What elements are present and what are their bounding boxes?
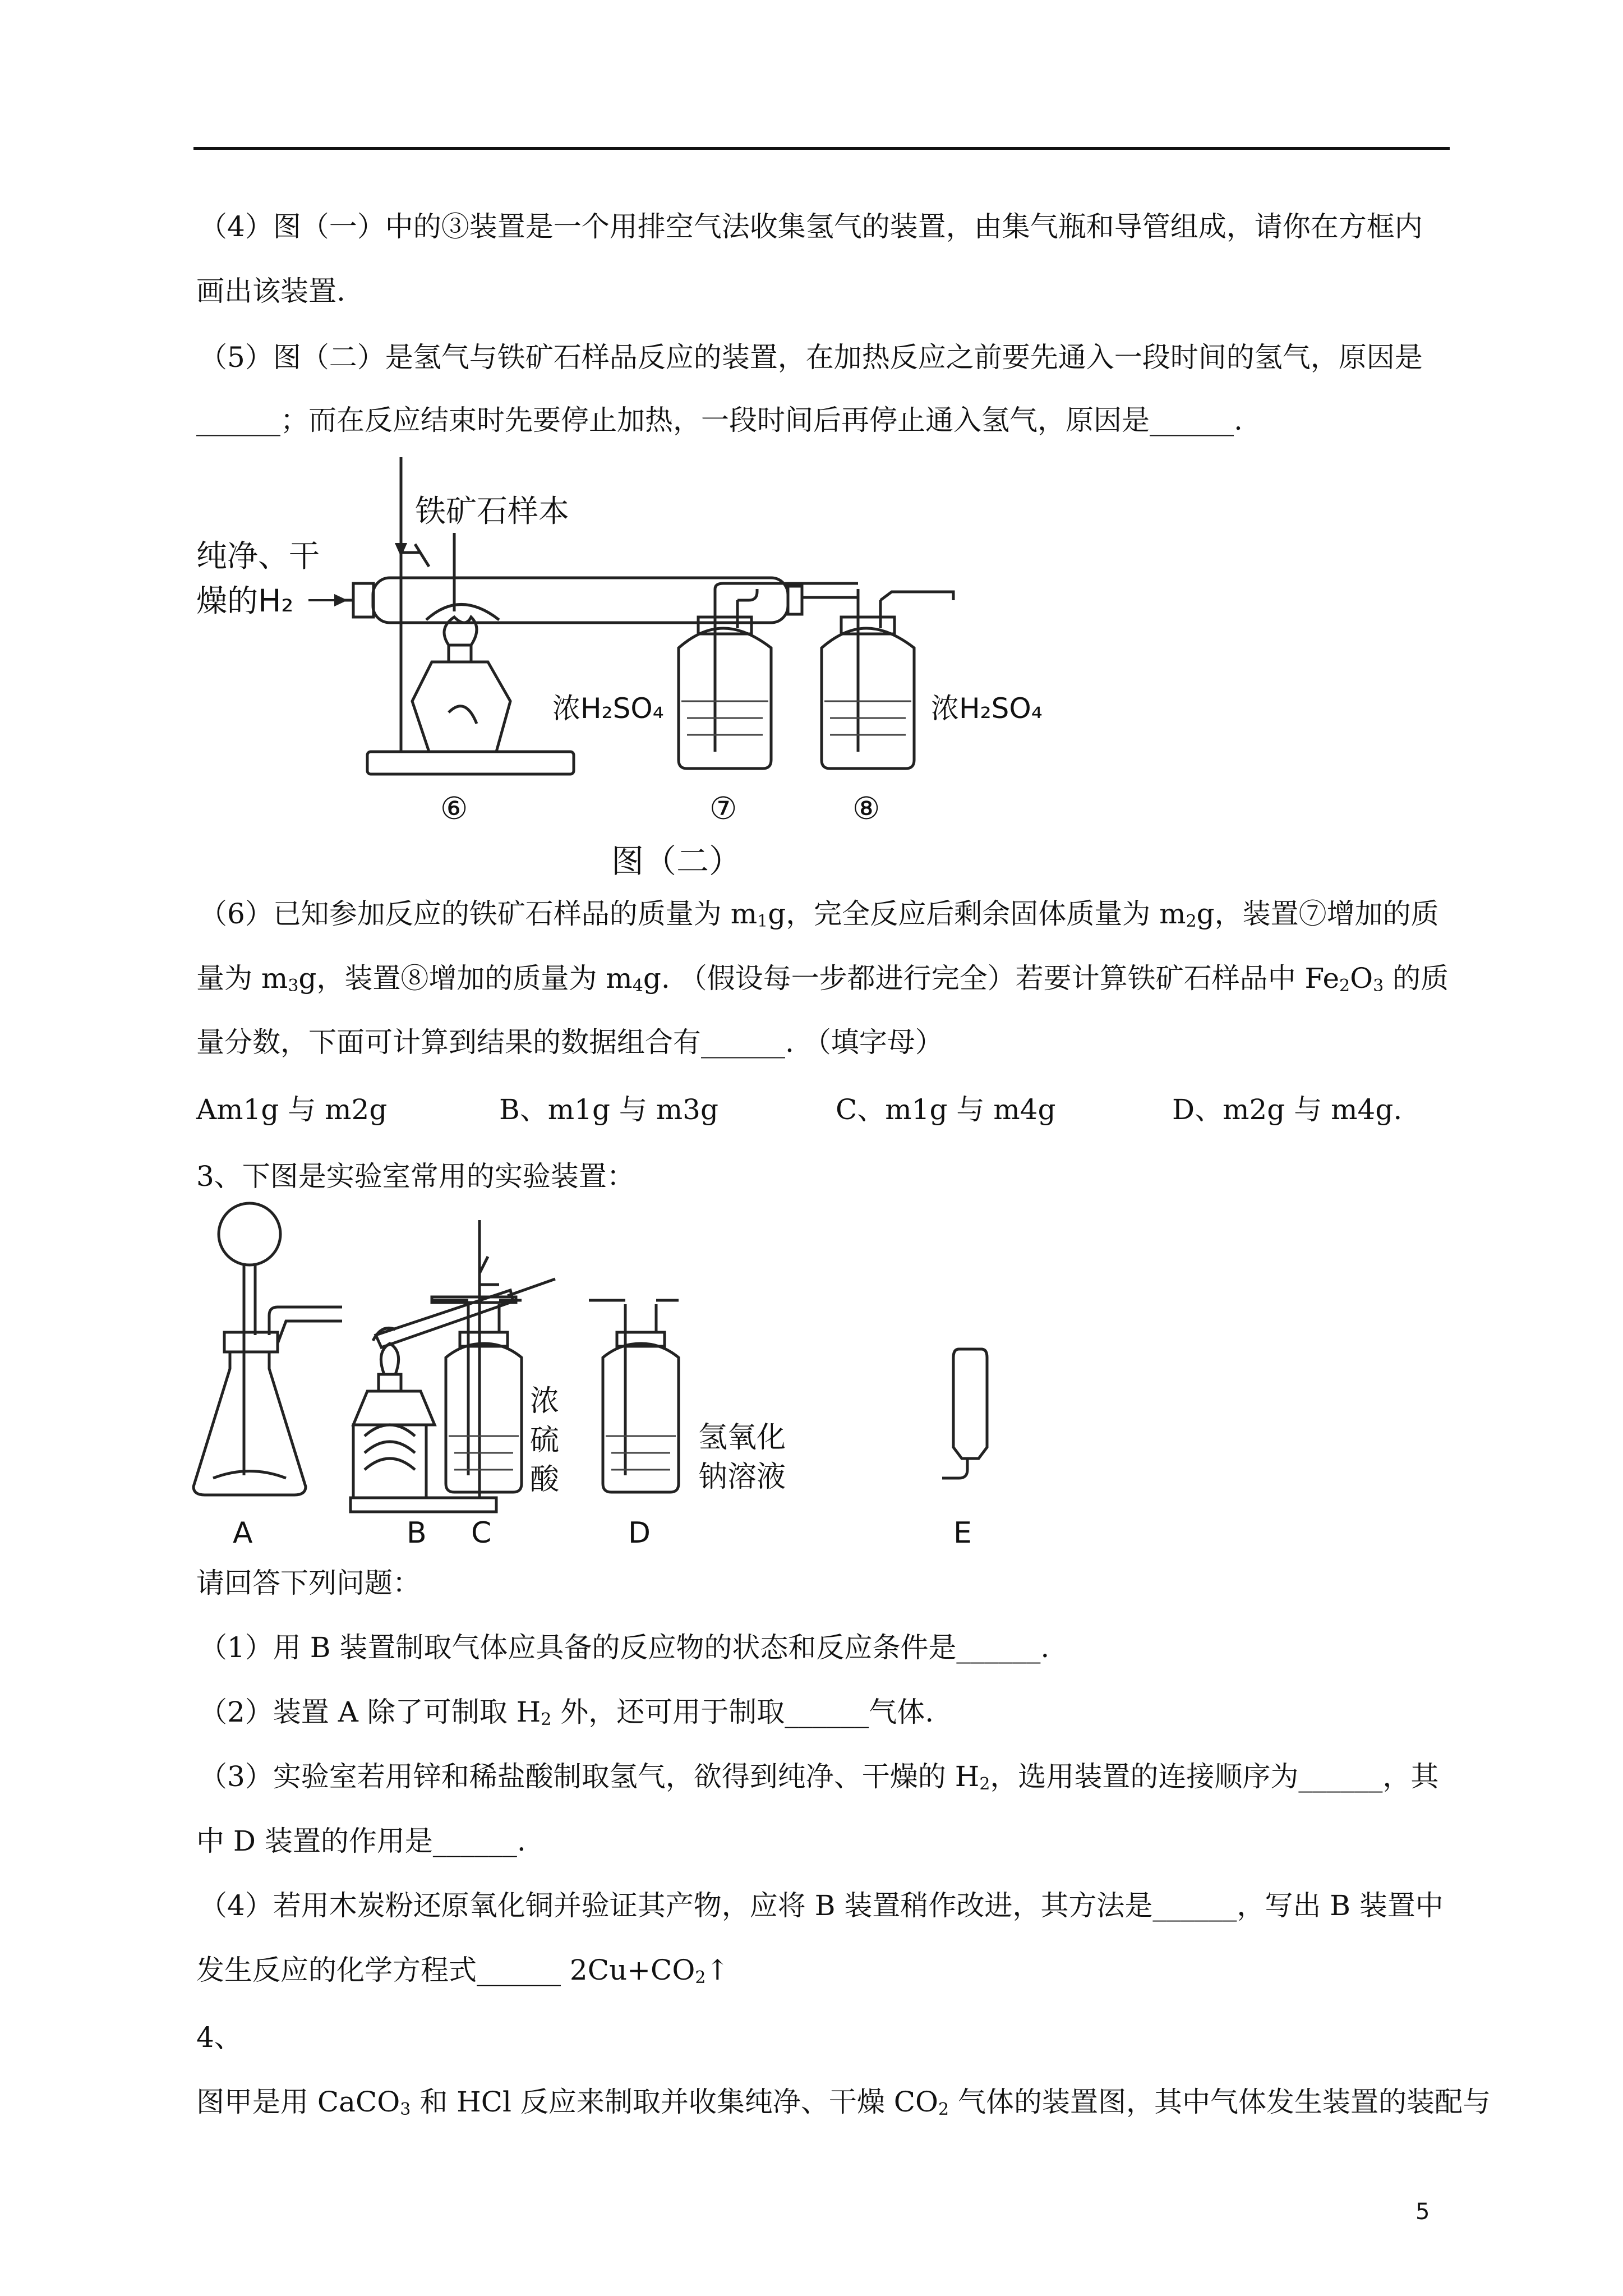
label-device-7: ⑦ xyxy=(709,790,737,826)
q3-part2: （2）装置 A 除了可制取 $H_2$ 外，还可用于制取______气体. xyxy=(199,1696,934,1729)
q2-part4-line2: 画出该装置. xyxy=(196,275,345,307)
page-number: 5 xyxy=(1415,2199,1430,2225)
label-iron-ore-sample: 铁矿石样本 xyxy=(415,493,570,529)
label-device-d: D xyxy=(628,1516,651,1550)
label-acid-bottle8: 浓H₂SO₄ xyxy=(931,692,1043,725)
label-device-a: A xyxy=(233,1516,253,1550)
label-device-c: C xyxy=(471,1516,492,1550)
label-conc-2: 硫 xyxy=(530,1424,560,1457)
label-device-e: E xyxy=(953,1516,972,1550)
q4-number: 4、 xyxy=(196,2021,242,2054)
q2-part4-line1: （4）图（一）中的③装置是一个用排空气法收集氢气的装置，由集气瓶和导管组成，请你在方框内 xyxy=(199,210,1423,243)
q2-part6-line1: （6）已知参加反应的铁矿石样品的质量为 $m_1g$，完全反应后剩余固体质量为 $m_2g$，装置⑦增加的质 xyxy=(199,898,1439,931)
q2-part5-line2: ______；而在反应结束时先要停止加热，一段时间后再停止通入氢气，原因是______. xyxy=(196,404,1243,436)
q3-part4-line2: 发生反应的化学方程式______ $2Cu+CO_2↑$ xyxy=(196,1954,730,1987)
q2-part6-line2: 量为 $m_3g$，装置⑧增加的质量为 $m_4g$. （假设每一步都进行完全）若要计算铁矿石样品中 $Fe_2O_3$ 的质 xyxy=(196,962,1449,996)
q3-intro: 3、下图是实验室常用的实验装置： xyxy=(196,1160,635,1193)
option-c: C、m1g 与 m4g xyxy=(836,1093,1056,1126)
label-conc-1: 浓 xyxy=(530,1384,560,1418)
q3-part3-line2: 中 D 装置的作用是______. xyxy=(196,1825,526,1857)
figure-3-apparatus xyxy=(185,1200,1054,1559)
label-device-6: ⑥ xyxy=(440,790,468,826)
figure-2-caption: 图（二） xyxy=(611,842,742,880)
q2-part5-line1: （5）图（二）是氢气与铁矿石样品反应的装置，在加热反应之前要先通入一段时间的氢气，原因是 xyxy=(199,341,1423,374)
label-pure-dry-2: 燥的H₂ xyxy=(196,583,294,619)
option-d: D、m2g 与 m4g. xyxy=(1172,1093,1403,1126)
option-b: B、m1g 与 m3g xyxy=(499,1093,718,1126)
q3-part3-line1: （3）实验室若用锌和稀盐酸制取氢气，欲得到纯净、干燥的 $H_2$，选用装置的连接顺序为______，其 xyxy=(199,1760,1439,1794)
q3-part4-line1: （4）若用木炭粉还原氧化铜并验证其产物，应将 B 装置稍作改进，其方法是______，写出 B 装置中 xyxy=(199,1889,1444,1922)
label-naoh-2: 钠溶液 xyxy=(698,1460,786,1494)
q2-part6-line3: 量分数，下面可计算到结果的数据组合有______. （填字母） xyxy=(196,1026,943,1059)
figure-2-apparatus xyxy=(185,449,1043,898)
label-conc-3: 酸 xyxy=(530,1463,560,1497)
q3-part1: （1）用 B 装置制取气体应具备的反应物的状态和反应条件是______. xyxy=(199,1631,1050,1664)
label-device-8: ⑧ xyxy=(852,790,880,826)
label-acid-bottle7: 浓H₂SO₄ xyxy=(552,692,664,725)
label-pure-dry-1: 纯净、干 xyxy=(196,538,320,574)
header-rule xyxy=(193,147,1450,150)
q3-prompt: 请回答下列问题： xyxy=(196,1567,421,1599)
q4-line1: 图甲是用 CaCO$_3$ 和 HCl 反应来制取并收集纯净、干燥 $CO_2$ 气体的装置图，其中气体发生装置的装配与 xyxy=(196,2086,1491,2119)
label-device-b: B xyxy=(407,1516,427,1550)
option-a: Am1g 与 m2g xyxy=(196,1093,388,1126)
label-naoh-1: 氢氧化 xyxy=(698,1421,786,1455)
